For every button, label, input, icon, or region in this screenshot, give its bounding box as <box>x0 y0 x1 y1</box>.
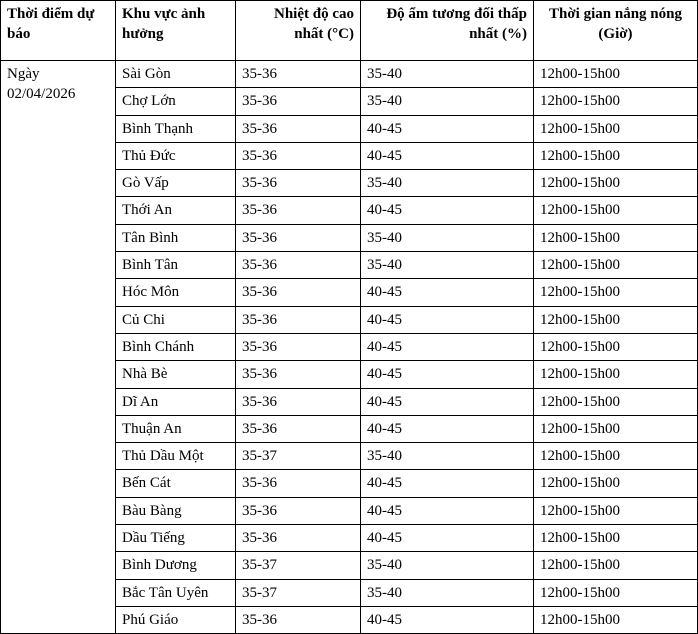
table-body <box>1 61 698 634</box>
cell-heat-hours: 12h00-15h00 <box>534 61 698 88</box>
cell-max-temperature: 35-36 <box>236 415 361 442</box>
cell-min-humidity: 35-40 <box>361 552 534 579</box>
cell-min-humidity: 35-40 <box>361 88 534 115</box>
cell-area: Thủ Dầu Một <box>116 443 236 470</box>
cell-area: Gò Vấp <box>116 170 236 197</box>
cell-min-humidity: 40-45 <box>361 197 534 224</box>
cell-max-temperature: 35-37 <box>236 579 361 606</box>
cell-area: Sài Gòn <box>116 61 236 88</box>
cell-min-humidity: 40-45 <box>361 606 534 633</box>
cell-area: Thới An <box>116 197 236 224</box>
forecast-time-label: Ngày <box>7 66 40 82</box>
cell-min-humidity: 35-40 <box>361 252 534 279</box>
cell-area: Thủ Đức <box>116 142 236 169</box>
cell-max-temperature: 35-36 <box>236 142 361 169</box>
cell-area: Bình Tân <box>116 252 236 279</box>
cell-heat-hours: 12h00-15h00 <box>534 497 698 524</box>
cell-area: Bình Thạnh <box>116 115 236 142</box>
cell-max-temperature: 35-36 <box>236 197 361 224</box>
cell-max-temperature: 35-36 <box>236 252 361 279</box>
cell-min-humidity: 40-45 <box>361 470 534 497</box>
cell-max-temperature: 35-36 <box>236 224 361 251</box>
forecast-time-cell <box>1 61 116 634</box>
table-row <box>1 61 698 88</box>
cell-heat-hours: 12h00-15h00 <box>534 388 698 415</box>
cell-min-humidity: 35-40 <box>361 443 534 470</box>
cell-heat-hours: 12h00-15h00 <box>534 142 698 169</box>
cell-min-humidity: 40-45 <box>361 388 534 415</box>
cell-min-humidity: 40-45 <box>361 497 534 524</box>
cell-max-temperature: 35-37 <box>236 443 361 470</box>
cell-max-temperature: 35-37 <box>236 552 361 579</box>
cell-max-temperature: 35-36 <box>236 470 361 497</box>
cell-max-temperature: 35-36 <box>236 279 361 306</box>
cell-heat-hours: 12h00-15h00 <box>534 170 698 197</box>
cell-area: Hóc Môn <box>116 279 236 306</box>
cell-max-temperature: 35-36 <box>236 61 361 88</box>
cell-area: Phú Giáo <box>116 606 236 633</box>
cell-max-temperature: 35-36 <box>236 306 361 333</box>
cell-min-humidity: 40-45 <box>361 333 534 360</box>
cell-heat-hours: 12h00-15h00 <box>534 252 698 279</box>
cell-max-temperature: 35-36 <box>236 388 361 415</box>
cell-heat-hours: 12h00-15h00 <box>534 606 698 633</box>
cell-area: Bắc Tân Uyên <box>116 579 236 606</box>
cell-heat-hours: 12h00-15h00 <box>534 552 698 579</box>
cell-heat-hours: 12h00-15h00 <box>534 306 698 333</box>
cell-min-humidity: 35-40 <box>361 579 534 606</box>
cell-heat-hours: 12h00-15h00 <box>534 525 698 552</box>
cell-min-humidity: 35-40 <box>361 170 534 197</box>
cell-area: Dầu Tiếng <box>116 525 236 552</box>
cell-area: Tân Bình <box>116 224 236 251</box>
cell-max-temperature: 35-36 <box>236 333 361 360</box>
cell-min-humidity: 40-45 <box>361 142 534 169</box>
cell-heat-hours: 12h00-15h00 <box>534 361 698 388</box>
cell-heat-hours: 12h00-15h00 <box>534 115 698 142</box>
forecast-time-date: 02/04/2026 <box>7 86 76 102</box>
cell-area: Bình Chánh <box>116 333 236 360</box>
cell-max-temperature: 35-36 <box>236 606 361 633</box>
cell-area: Củ Chi <box>116 306 236 333</box>
cell-min-humidity: 40-45 <box>361 415 534 442</box>
header-max-temperature: Nhiệt độ cao nhất (°C) <box>236 1 361 61</box>
cell-heat-hours: 12h00-15h00 <box>534 333 698 360</box>
cell-max-temperature: 35-36 <box>236 497 361 524</box>
cell-area: Nhà Bè <box>116 361 236 388</box>
cell-max-temperature: 35-36 <box>236 525 361 552</box>
cell-heat-hours: 12h00-15h00 <box>534 579 698 606</box>
cell-area: Chợ Lớn <box>116 88 236 115</box>
cell-heat-hours: 12h00-15h00 <box>534 197 698 224</box>
cell-max-temperature: 35-36 <box>236 88 361 115</box>
cell-heat-hours: 12h00-15h00 <box>534 224 698 251</box>
cell-max-temperature: 35-36 <box>236 115 361 142</box>
cell-heat-hours: 12h00-15h00 <box>534 88 698 115</box>
cell-area: Bình Dương <box>116 552 236 579</box>
cell-area: Bàu Bàng <box>116 497 236 524</box>
header-forecast-time: Thời điểm dự báo <box>1 1 116 61</box>
cell-area: Thuận An <box>116 415 236 442</box>
header-affected-area: Khu vực ảnh hưởng <box>116 1 236 61</box>
cell-heat-hours: 12h00-15h00 <box>534 443 698 470</box>
cell-heat-hours: 12h00-15h00 <box>534 470 698 497</box>
cell-min-humidity: 40-45 <box>361 525 534 552</box>
cell-min-humidity: 35-40 <box>361 61 534 88</box>
cell-min-humidity: 40-45 <box>361 279 534 306</box>
cell-min-humidity: 40-45 <box>361 115 534 142</box>
cell-max-temperature: 35-36 <box>236 170 361 197</box>
cell-max-temperature: 35-36 <box>236 361 361 388</box>
cell-area: Bến Cát <box>116 470 236 497</box>
cell-heat-hours: 12h00-15h00 <box>534 415 698 442</box>
cell-min-humidity: 40-45 <box>361 361 534 388</box>
header-min-humidity: Độ ẩm tương đối thấp nhất (%) <box>361 1 534 61</box>
header-heat-hours: Thời gian nắng nóng (Giờ) <box>534 1 698 61</box>
cell-heat-hours: 12h00-15h00 <box>534 279 698 306</box>
table-header-row <box>1 1 698 61</box>
cell-area: Dĩ An <box>116 388 236 415</box>
cell-min-humidity: 35-40 <box>361 224 534 251</box>
cell-min-humidity: 40-45 <box>361 306 534 333</box>
